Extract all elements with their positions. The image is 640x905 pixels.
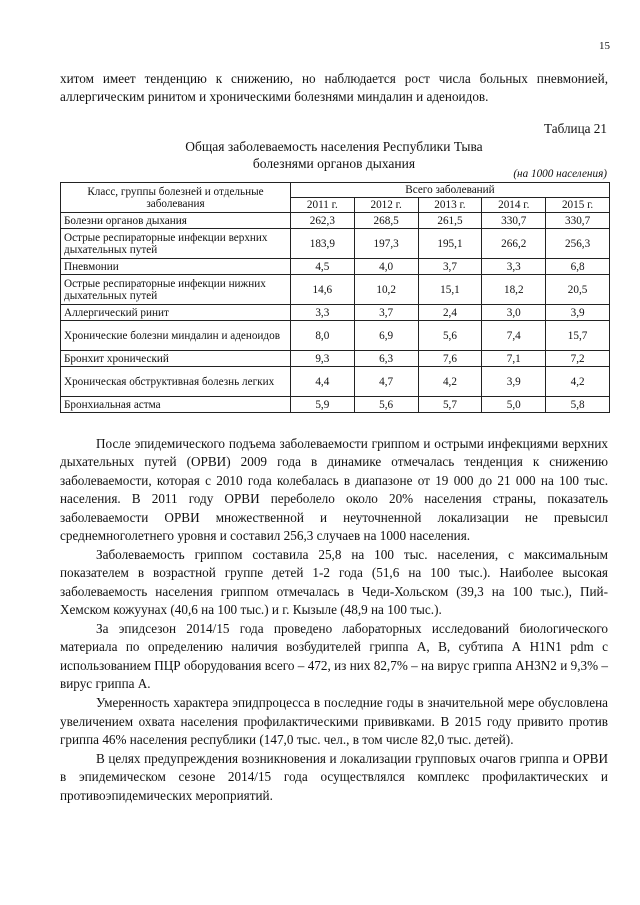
- table-cell: 3,3: [482, 259, 546, 275]
- page-number: 15: [599, 40, 610, 52]
- table-cell: 15,1: [418, 275, 482, 305]
- paragraph: Заболеваемость гриппом составила 25,8 на 100 тыс. населения, с максимальным показателем в возрастной группе детей 1-2 года (51,6 на 100 тыс.). Наиболее высокая заболеваемость населения гриппом отмечалась в Чеди-Хольском (39,3 на 100 тыс.), Пий-Хемском кожуунах (40,6 на 100 тыс.) и г. Кызыле (48,9 на 100 тыс.).: [60, 546, 608, 618]
- table-cell: 266,2: [482, 229, 546, 259]
- table-cell: 2,4: [418, 305, 482, 321]
- body-text: [60, 435, 608, 806]
- table-cell: 256,3: [546, 229, 610, 259]
- paragraph: Умеренность характера эпидпроцесса в последние годы в значительной мере обусловлена увеличением охвата населения профилактическими прививками. В 2015 году привито против гриппа 46% населения республики (147,0 тыс. чел., в том числе 82,0 тыс. детей).: [60, 695, 608, 747]
- table-cell: 4,7: [354, 367, 418, 397]
- table-cell: 7,2: [546, 351, 610, 367]
- table-cell: 15,7: [546, 321, 610, 351]
- table-cell: 6,3: [354, 351, 418, 367]
- paragraph: За эпидсезон 2014/15 года проведено лабораторных исследований биологического материала по определению наличия возбудителей гриппа А, В, субтипа А H1N1 pdm с использованием ПЦР оборудования всего – 472, из них 82,7% – на вирус гриппа АН3N2 и 9,3% – вирус гриппа А.: [60, 621, 608, 692]
- table-cell: 330,7: [546, 213, 610, 229]
- table-cell: 10,2: [354, 275, 418, 305]
- table-row: [61, 321, 610, 351]
- table-title-line1: Общая заболеваемость населения Республики Тыва: [185, 139, 483, 154]
- table-cell: 14,6: [290, 275, 354, 305]
- table-cell: 197,3: [354, 229, 418, 259]
- table-row: [61, 259, 610, 275]
- table-row: [61, 367, 610, 397]
- table-cell: 5,6: [354, 397, 418, 413]
- table-row: [61, 397, 610, 413]
- table-cell: 261,5: [418, 213, 482, 229]
- paragraph: В целях предупреждения возникновения и локализации групповых очагов гриппа и ОРВИ в эпидемическом сезоне 2014/15 года осуществлялся комплекс профилактических и противоэпидемических мероприятий.: [60, 750, 608, 803]
- table-cell: 183,9: [290, 229, 354, 259]
- table-cell: 268,5: [354, 213, 418, 229]
- table-cell: 3,3: [290, 305, 354, 321]
- table-cell: 7,6: [418, 351, 482, 367]
- table-cell: 5,9: [290, 397, 354, 413]
- year-header: 2011 г.: [290, 198, 354, 213]
- table-title-line2: болезнями органов дыхания: [252, 156, 416, 171]
- table-cell: 18,2: [482, 275, 546, 305]
- table-cell: 4,4: [290, 367, 354, 397]
- table-cell: 7,4: [482, 321, 546, 351]
- row-label: Бронхиальная астма: [61, 397, 291, 413]
- table-units: (на 1000 населения): [513, 168, 607, 180]
- table-cell: 5,6: [418, 321, 482, 351]
- table-cell: 4,2: [546, 367, 610, 397]
- table-cell: 3,7: [354, 305, 418, 321]
- year-header: 2012 г.: [354, 198, 418, 213]
- table-cell: 4,5: [290, 259, 354, 275]
- row-label: Острые респираторные инфекции верхних дыхательных путей: [61, 229, 291, 259]
- table-label: Таблица 21: [544, 121, 607, 136]
- table-cell: 8,0: [290, 321, 354, 351]
- row-label: Хроническая обструктивная болезнь легких: [61, 367, 291, 397]
- table-cell: 7,1: [482, 351, 546, 367]
- table-title: [60, 138, 608, 172]
- table-row: [61, 275, 610, 305]
- table-row: [61, 229, 610, 259]
- table-cell: 3,9: [482, 367, 546, 397]
- table-cell: 6,8: [546, 259, 610, 275]
- table-cell: 9,3: [290, 351, 354, 367]
- paragraph: После эпидемического подъема заболеваемости гриппом и острыми инфекциями верхних дыхательных путей (ОРВИ) 2009 года в динамике отмечалась тенденция к снижению заболеваемости, которая с 2010 года колебалась в диапазоне от 19 000 до 21 000 на 100 тыс. населения. В 2011 году ОРВИ переболело около 20% населения страны, показатель заболеваемости ОРВИ множественной и неуточненной локализации не превысил среднемноголетнего уровня и составил 256,3 случаев на 1000 населения.: [60, 436, 608, 544]
- year-header: 2014 г.: [482, 198, 546, 213]
- column-header-class: Класс, группы болезней и отдельные заболевания: [61, 183, 291, 213]
- row-label: Хронические болезни миндалин и аденоидов: [61, 321, 291, 351]
- row-label: Пневмонии: [61, 259, 291, 275]
- row-label: Острые респираторные инфекции нижних дыхательных путей: [61, 275, 291, 305]
- table-cell: 5,7: [418, 397, 482, 413]
- table-cell: 262,3: [290, 213, 354, 229]
- table-cell: 4,0: [354, 259, 418, 275]
- table-cell: 195,1: [418, 229, 482, 259]
- column-header-group: Всего заболеваний: [290, 183, 609, 198]
- table-cell: 5,8: [546, 397, 610, 413]
- table-cell: 3,9: [546, 305, 610, 321]
- table-cell: 3,0: [482, 305, 546, 321]
- table-row: [61, 351, 610, 367]
- table-cell: 4,2: [418, 367, 482, 397]
- morbidity-table: [60, 182, 610, 413]
- table-row: [61, 305, 610, 321]
- table-cell: 3,7: [418, 259, 482, 275]
- table-cell: 6,9: [354, 321, 418, 351]
- table-cell: 5,0: [482, 397, 546, 413]
- table-row: [61, 213, 610, 229]
- table-cell: 20,5: [546, 275, 610, 305]
- table-cell: 330,7: [482, 213, 546, 229]
- year-header: 2013 г.: [418, 198, 482, 213]
- row-label: Болезни органов дыхания: [61, 213, 291, 229]
- year-header: 2015 г.: [546, 198, 610, 213]
- row-label: Бронхит хронический: [61, 351, 291, 367]
- intro-paragraph: хитом имеет тенденцию к снижению, но наблюдается рост числа больных пневмонией, аллергическим ринитом и хроническими болезнями миндалин и аденоидов.: [60, 71, 608, 104]
- row-label: Аллергический ринит: [61, 305, 291, 321]
